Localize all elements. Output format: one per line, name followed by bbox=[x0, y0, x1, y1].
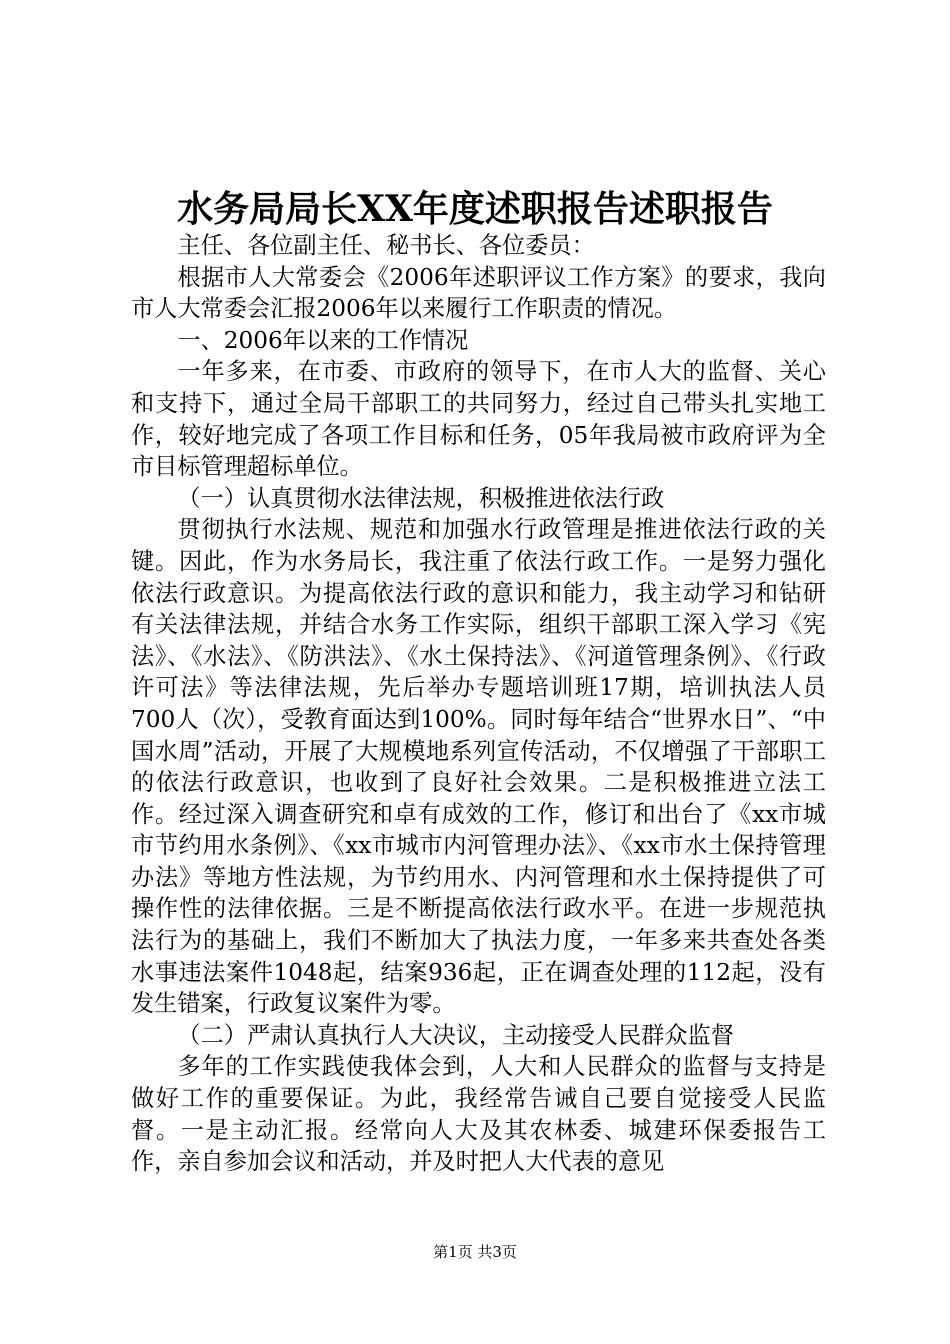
intro-paragraph: 根据市人大常委会《2006年述职评议工作方案》的要求，我向市人大常委会汇报2006年以来履行工作职责的情况。 bbox=[131, 263, 826, 323]
subsection-heading-2: （二）严肃认真执行人大决议，主动接受人民群众监督 bbox=[177, 1021, 734, 1049]
supervision-paragraph: 多年的工作实践使我体会到，人大和人民群众的监督与支持是做好工作的重要保证。为此，我经常告诫自己要自觉接受人民监督。一是主动汇报。经常向人大及其农林委、城建环保委报告工作，亲自参加会议和活动，并及时把人大代表的意见 bbox=[131, 1053, 826, 1176]
document-title: 水务局局长XX年度述职报告述职报告 bbox=[177, 188, 773, 230]
law-enforcement-paragraph: 贯彻执行水法规、规范和加强水行政管理是推进依法行政的关键。因此，作为水务局长，我注重了依法行政工作。一是努力强化依法行政意识。为提高依法行政的意识和能力，我主动学习和钻研有关法律法规，并结合水务工作实际，组织干部职工深入学习《宪法》、《水法》、《防洪法》、《水土保持法》、《河道管理条例》、《行政许可法》等法律法规，先后举办专题培训班17期，培训执法人员700人（次），受教育面达到100%。同时每年结合“世界水日”、“中国水周”活动，开展了大规模地系列宣传活动，不仅增强了干部职工的依法行政意识，也收到了良好社会效果。二是积极推进立法工作。经过深入调查研究和卓有成效的工作，修订和出台了《xx市城市节约用水条例》、《xx市城市内河管理办法》、《xx市水土保持管理办法》等地方性法规，为节约用水、内河管理和水土保持提供了可操作性的法律依据。三是不断提高依法行政水平。在进一步规范执法行为的基础上，我们不断加大了执法力度，一年多来共查处各类水事违法案件1048起，结案936起，正在调查处理的112起，没有发生错案，行政复议案件为零。 bbox=[131, 516, 826, 1018]
page-number-footer: 第1页 共3页 bbox=[433, 1243, 517, 1261]
salutation-paragraph: 主任、各位副主任、秘书长、各位委员： bbox=[177, 232, 595, 259]
subsection-heading-1: （一）认真贯彻水法律法规，积极推进依法行政 bbox=[177, 484, 665, 512]
document-body bbox=[131, 230, 826, 1178]
section-heading: 一、2006年以来的工作情况 bbox=[177, 326, 469, 354]
summary-paragraph: 一年多来，在市委、市政府的领导下，在市人大的监督、关心和支持下，通过全局干部职工的共同努力，经过自己带头扎实地工作，较好地完成了各项工作目标和任务，05年我局被市政府评为全市目标管理超标单位。 bbox=[131, 358, 826, 481]
